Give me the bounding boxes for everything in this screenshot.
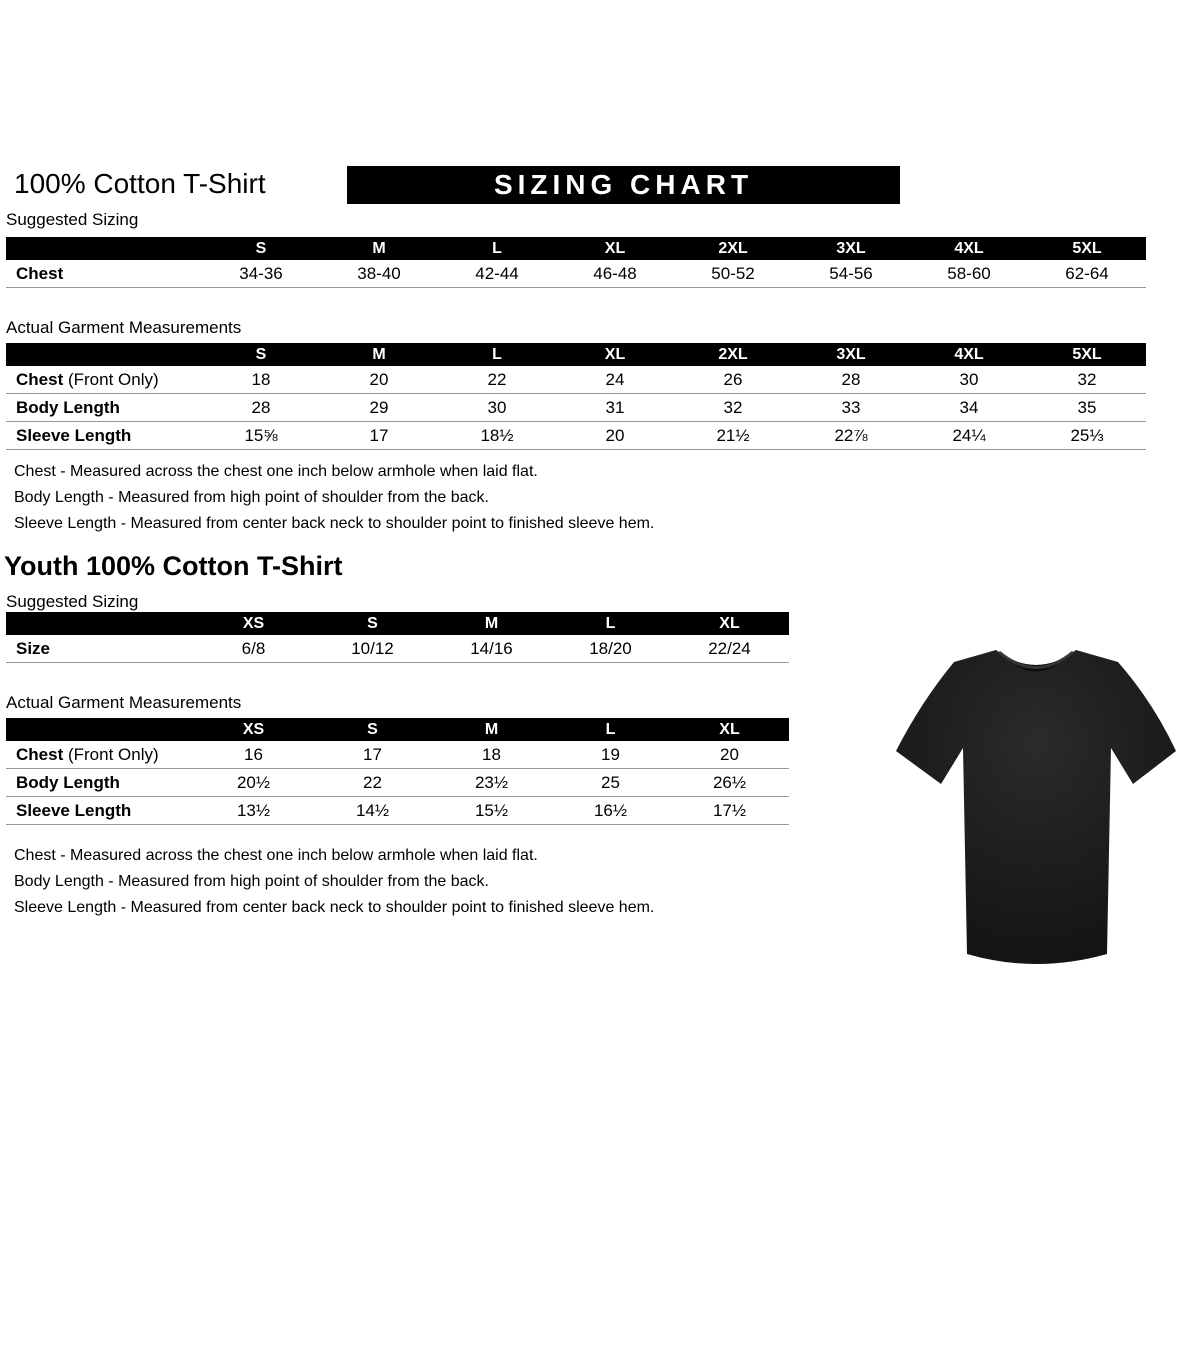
table-cell: 20 <box>320 366 438 394</box>
note-body-length: Body Length - Measured from high point of shoulder from the back. <box>14 873 489 890</box>
column-header-5xl: 5XL <box>1028 237 1146 260</box>
youth-suggested-sizing-table <box>6 612 789 663</box>
table-row <box>6 366 1146 394</box>
row-label: Size <box>6 635 194 663</box>
table-cell: 26 <box>674 366 792 394</box>
table-cell: 26½ <box>670 769 789 797</box>
sizing-chart-banner: SIZING CHART <box>347 166 900 204</box>
row-label: Sleeve Length <box>6 422 202 450</box>
table-cell: 10/12 <box>313 635 432 663</box>
column-header-xl: XL <box>670 612 789 635</box>
table-header-row <box>6 612 789 635</box>
table-cell: 16½ <box>551 797 670 825</box>
table-cell: 18/20 <box>551 635 670 663</box>
youth-actual-measurements-table <box>6 718 789 825</box>
row-label: Chest (Front Only) <box>6 366 202 394</box>
table-cell: 22⅞ <box>792 422 910 450</box>
table-cell: 17 <box>313 741 432 769</box>
column-header-2xl: 2XL <box>674 237 792 260</box>
column-header-xl: XL <box>670 718 789 741</box>
table-cell: 23½ <box>432 769 551 797</box>
table-cell: 28 <box>792 366 910 394</box>
table-cell: 18 <box>202 366 320 394</box>
table-cell: 30 <box>910 366 1028 394</box>
table-row <box>6 797 789 825</box>
column-header-xl: XL <box>556 237 674 260</box>
table-row <box>6 741 789 769</box>
column-header-s: S <box>202 237 320 260</box>
row-label: Sleeve Length <box>6 797 194 825</box>
adult-suggested-sizing-table <box>6 237 1146 288</box>
youth-suggested-sizing-label: Suggested Sizing <box>6 592 139 611</box>
column-header-5xl: 5XL <box>1028 343 1146 366</box>
table-cell: 18 <box>432 741 551 769</box>
table-cell: 46-48 <box>556 260 674 288</box>
note-sleeve-length: Sleeve Length - Measured from center back neck to shoulder point to finished sleeve hem. <box>14 515 655 532</box>
youth-page-title: Youth 100% Cotton T-Shirt <box>4 551 343 581</box>
table-cell: 32 <box>674 394 792 422</box>
tshirt-image <box>893 636 1183 981</box>
table-cell: 22/24 <box>670 635 789 663</box>
column-header-s: S <box>202 343 320 366</box>
adult-actual-measurements-label: Actual Garment Measurements <box>6 318 242 337</box>
note-chest: Chest - Measured across the chest one inch below armhole when laid flat. <box>14 847 538 864</box>
column-header-2xl: 2XL <box>674 343 792 366</box>
note-sleeve-length: Sleeve Length - Measured from center back neck to shoulder point to finished sleeve hem. <box>14 899 655 916</box>
table-cell: 25 <box>551 769 670 797</box>
column-header-m: M <box>432 612 551 635</box>
table-cell: 31 <box>556 394 674 422</box>
column-header-xs: XS <box>194 612 313 635</box>
table-row <box>6 394 1146 422</box>
corner-cell <box>6 612 194 635</box>
table-row <box>6 260 1146 288</box>
column-header-3xl: 3XL <box>792 343 910 366</box>
table-row <box>6 635 789 663</box>
column-header-4xl: 4XL <box>910 237 1028 260</box>
row-label: Chest (Front Only) <box>6 741 194 769</box>
column-header-3xl: 3XL <box>792 237 910 260</box>
column-header-l: L <box>438 237 556 260</box>
row-label: Body Length <box>6 394 202 422</box>
table-cell: 16 <box>194 741 313 769</box>
column-header-l: L <box>551 612 670 635</box>
table-cell: 38-40 <box>320 260 438 288</box>
table-cell: 20 <box>670 741 789 769</box>
table-row <box>6 422 1146 450</box>
column-header-xs: XS <box>194 718 313 741</box>
table-cell: 20½ <box>194 769 313 797</box>
row-label: Chest <box>6 260 202 288</box>
table-cell: 20 <box>556 422 674 450</box>
page-header <box>0 166 1200 206</box>
row-label: Body Length <box>6 769 194 797</box>
table-cell: 29 <box>320 394 438 422</box>
table-cell: 13½ <box>194 797 313 825</box>
column-header-s: S <box>313 612 432 635</box>
table-cell: 19 <box>551 741 670 769</box>
corner-cell <box>6 237 202 260</box>
corner-cell <box>6 343 202 366</box>
table-cell: 15⅝ <box>202 422 320 450</box>
column-header-4xl: 4XL <box>910 343 1028 366</box>
column-header-m: M <box>320 237 438 260</box>
table-cell: 17½ <box>670 797 789 825</box>
adult-actual-measurements-table <box>6 343 1146 450</box>
tshirt-graphic <box>893 636 1183 981</box>
table-cell: 34-36 <box>202 260 320 288</box>
youth-actual-measurements-label: Actual Garment Measurements <box>6 693 242 712</box>
table-cell: 15½ <box>432 797 551 825</box>
table-cell: 22 <box>438 366 556 394</box>
corner-cell <box>6 718 194 741</box>
column-header-m: M <box>320 343 438 366</box>
column-header-xl: XL <box>556 343 674 366</box>
column-header-l: L <box>551 718 670 741</box>
table-header-row <box>6 237 1146 260</box>
table-cell: 32 <box>1028 366 1146 394</box>
table-cell: 17 <box>320 422 438 450</box>
table-cell: 35 <box>1028 394 1146 422</box>
table-cell: 50-52 <box>674 260 792 288</box>
note-body-length: Body Length - Measured from high point of shoulder from the back. <box>14 489 489 506</box>
table-cell: 14/16 <box>432 635 551 663</box>
column-header-l: L <box>438 343 556 366</box>
table-cell: 18½ <box>438 422 556 450</box>
table-cell: 21½ <box>674 422 792 450</box>
table-cell: 42-44 <box>438 260 556 288</box>
table-cell: 14½ <box>313 797 432 825</box>
table-cell: 24¼ <box>910 422 1028 450</box>
table-cell: 58-60 <box>910 260 1028 288</box>
adult-measurement-notes <box>0 463 1200 533</box>
table-cell: 62-64 <box>1028 260 1146 288</box>
table-header-row <box>6 343 1146 366</box>
table-cell: 22 <box>313 769 432 797</box>
table-cell: 34 <box>910 394 1028 422</box>
table-header-row <box>6 718 789 741</box>
table-cell: 28 <box>202 394 320 422</box>
note-chest: Chest - Measured across the chest one inch below armhole when laid flat. <box>14 463 538 480</box>
column-header-s: S <box>313 718 432 741</box>
table-cell: 25⅓ <box>1028 422 1146 450</box>
table-cell: 54-56 <box>792 260 910 288</box>
table-cell: 33 <box>792 394 910 422</box>
table-row <box>6 769 789 797</box>
page-title: 100% Cotton T-Shirt <box>14 168 266 199</box>
column-header-m: M <box>432 718 551 741</box>
adult-suggested-sizing-label: Suggested Sizing <box>6 210 139 229</box>
table-cell: 24 <box>556 366 674 394</box>
table-cell: 30 <box>438 394 556 422</box>
table-cell: 6/8 <box>194 635 313 663</box>
